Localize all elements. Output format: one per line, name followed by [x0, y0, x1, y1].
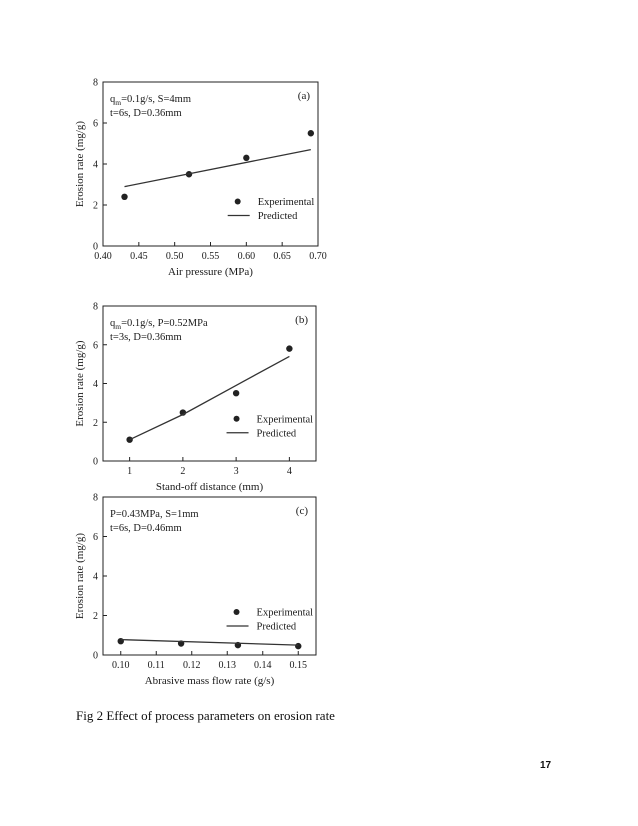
- y-axis-label: Erosion rate (mg/g): [74, 340, 86, 427]
- x-axis-label: Stand-off distance (mm): [155, 481, 264, 493]
- legend-marker-experimental: [234, 609, 240, 615]
- legend-marker-experimental: [235, 199, 241, 205]
- legend-label: Experimental: [256, 607, 314, 619]
- x-tick-label: 0.10: [112, 660, 130, 671]
- y-tick-label: 0: [93, 650, 98, 662]
- experimental-point: [243, 155, 249, 161]
- x-tick-label: 0.40: [94, 251, 112, 262]
- figure-caption: Fig 2 Effect of process parameters on erosion rate: [76, 708, 335, 723]
- x-tick-label: 0.50: [165, 251, 184, 262]
- page-number: 17: [540, 760, 552, 771]
- experimental-point: [233, 390, 239, 396]
- x-tick-label: 4: [286, 466, 292, 477]
- y-tick-label: 0: [93, 456, 98, 468]
- predicted-line: [130, 356, 290, 439]
- x-axis-label: Abrasive mass flow rate (g/s): [144, 675, 275, 687]
- annotation-subscript: m: [115, 322, 122, 331]
- annotation-text: t=3s, D=0.36mm: [110, 332, 182, 343]
- condition-annotation: [110, 509, 199, 520]
- y-tick-label: 2: [93, 611, 98, 622]
- condition-annotation: [110, 332, 182, 343]
- legend-marker-experimental: [234, 416, 240, 422]
- x-tick-label: 0.15: [289, 660, 307, 671]
- x-axis-label: Air pressure (MPa): [168, 266, 253, 278]
- annotation-text: q: [110, 318, 116, 329]
- legend-label: Predicted: [256, 428, 297, 440]
- annotation-text: P=0.43MPa, S=1mm: [110, 509, 199, 520]
- annotation-text: =0.1g/s, S=4mm: [121, 94, 191, 105]
- predicted-line: [121, 640, 298, 646]
- y-tick-label: 4: [93, 571, 98, 583]
- experimental-point: [295, 643, 301, 649]
- x-tick-label: 0.13: [218, 660, 236, 671]
- x-tick-label: 3: [233, 466, 239, 477]
- condition-annotation: [110, 523, 182, 534]
- annotation-subscript: m: [115, 98, 122, 107]
- condition-annotation: [110, 318, 208, 331]
- predicted-line: [125, 150, 311, 187]
- x-tick-label: 0.55: [201, 251, 220, 262]
- y-axis-label: Erosion rate (mg/g): [74, 532, 86, 620]
- y-tick-label: 8: [93, 492, 98, 504]
- x-tick-label: 0.45: [130, 251, 148, 262]
- x-tick-label: 0.70: [309, 251, 327, 262]
- experimental-point: [121, 194, 127, 200]
- experimental-point: [286, 345, 292, 351]
- annotation-text: t=6s, D=0.36mm: [110, 108, 182, 119]
- y-tick-label: 0: [93, 241, 98, 253]
- y-tick-label: 8: [93, 301, 98, 313]
- x-tick-label: 0.11: [147, 660, 165, 671]
- y-tick-label: 8: [93, 77, 98, 89]
- x-tick-label: 0.12: [183, 660, 201, 671]
- annotation-text: q: [110, 94, 116, 105]
- legend-label: Predicted: [256, 621, 297, 633]
- chart-panel-3: [74, 493, 316, 688]
- y-tick-label: 4: [93, 159, 98, 171]
- condition-annotation: [110, 94, 191, 107]
- chart-panel-1: [74, 78, 327, 279]
- legend-label: Experimental: [256, 414, 314, 426]
- x-tick-label: 0.14: [254, 660, 272, 671]
- experimental-point: [118, 638, 124, 644]
- legend-label: Experimental: [257, 197, 315, 208]
- y-tick-label: 4: [93, 379, 98, 390]
- x-tick-label: 0.60: [237, 251, 256, 262]
- condition-annotation: [110, 108, 182, 119]
- legend-label: Predicted: [257, 211, 298, 222]
- x-tick-label: 2: [180, 466, 186, 477]
- annotation-text: =0.1g/s, P=0.52MPa: [121, 318, 208, 329]
- x-tick-label: 0.65: [273, 251, 291, 262]
- y-tick-label: 2: [93, 200, 98, 212]
- annotation-text: t=6s, D=0.46mm: [110, 523, 182, 534]
- panel-label: (b): [295, 314, 308, 326]
- experimental-point: [308, 130, 314, 136]
- x-tick-label: 1: [127, 466, 133, 477]
- y-tick-label: 6: [93, 532, 98, 543]
- y-tick-label: 2: [93, 417, 98, 429]
- y-tick-label: 6: [93, 340, 98, 352]
- panel-label: (a): [297, 90, 310, 102]
- y-axis-label: Erosion rate (mg/g): [74, 120, 86, 208]
- panel-label: (c): [295, 505, 308, 517]
- y-tick-label: 6: [93, 118, 98, 130]
- chart-panel-2: [74, 302, 316, 494]
